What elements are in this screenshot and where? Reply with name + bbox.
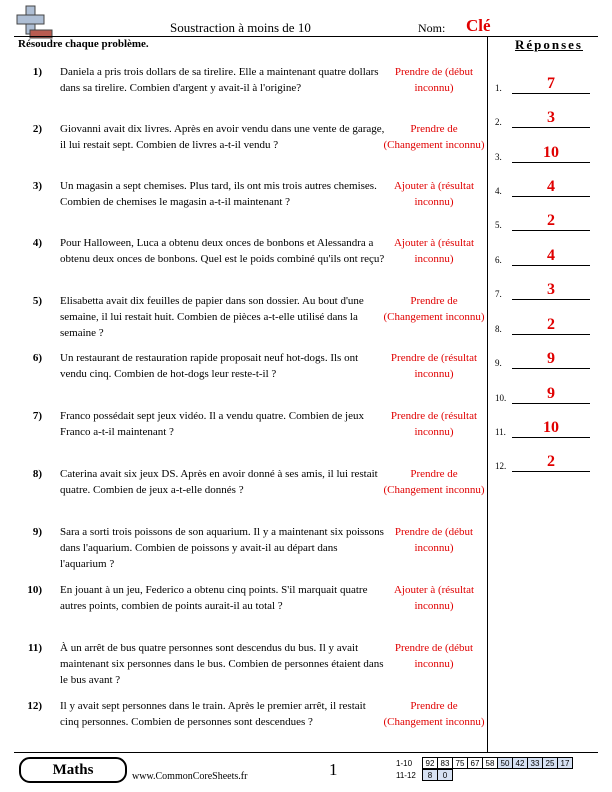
answer-value: 4	[547, 247, 555, 264]
answer-value: 9	[547, 385, 555, 402]
worksheet-title: Soustraction à moins de 10	[170, 20, 311, 35]
answer-label: 2.	[495, 117, 502, 127]
answer-value: 10	[543, 144, 559, 161]
answer-label: 10.	[495, 393, 507, 403]
score-cell: 92	[423, 758, 438, 769]
score-cell: 33	[528, 758, 543, 769]
score-cell: 0	[438, 770, 453, 781]
instructions: Résoudre chaque problème.	[18, 38, 149, 50]
problem-text: Giovanni avait dix livres. Après en avoir vendu dans une vente de garage, il lui restait sept. Combien de livres a-t-il vendu ?	[60, 123, 385, 151]
problem-type: Prendre de (résultat inconnu)	[390, 352, 478, 380]
problem-text: À un arrêt de bus quatre personnes sont descendus du bus. Il y avait maintenant six personnes dans le bus. Combien de personnes étaient dans le bus avant ?	[60, 642, 384, 686]
answer-value: 9	[547, 350, 555, 367]
answer-slot	[494, 175, 602, 197]
problem-number: 1)	[32, 66, 42, 78]
problem-text: Un magasin a sept chemises. Plus tard, ils ont mis trois autres chemises. Combien de chemises le magasin a-t-il maintenant ?	[60, 180, 377, 208]
problem-type: Ajouter à (résultat inconnu)	[393, 180, 475, 208]
answer-slot	[494, 244, 602, 266]
answers-heading: Réponses	[514, 37, 583, 52]
problem-text: En jouant à un jeu, Federico a obtenu cinq points. S'il marquait quatre autres points, combien de points aurait-il au total ?	[60, 584, 368, 612]
problem-type: Prendre de (début inconnu)	[394, 66, 474, 94]
problem-type: Ajouter à (résultat inconnu)	[393, 237, 475, 265]
name-value: Clé	[466, 16, 491, 35]
answer-label: 8.	[495, 324, 502, 334]
answer-slot	[494, 347, 602, 369]
answer-column-divider	[487, 37, 488, 752]
problem-type: Prendre de (début inconnu)	[394, 526, 474, 554]
answer-value: 7	[547, 75, 555, 92]
score-cell: 83	[438, 758, 453, 769]
problem-number: 5)	[32, 295, 42, 307]
problem-text: Franco possédait sept jeux vidéo. Il a vendu quatre. Combien de jeux Franco a-t-il maintenant ?	[60, 410, 364, 438]
page-number: 1	[329, 760, 338, 779]
answer-value: 4	[547, 178, 555, 195]
score-cell: 17	[558, 758, 573, 769]
problem-type: Prendre de (Changement inconnu)	[383, 468, 485, 496]
answer-label: 7.	[495, 289, 502, 299]
answer-label: 9.	[495, 358, 502, 368]
answer-label: 12.	[495, 461, 507, 471]
score-cell: 42	[513, 758, 528, 769]
problem-text: Elisabetta avait dix feuilles de papier dans son dossier. Au bout d'une semaine, il lui restait huit. Combien de pièces a-t-elle utilisé dans la semaine ?	[60, 295, 364, 339]
answer-label: 4.	[495, 186, 502, 196]
problem-text: Caterina avait six jeux DS. Après en avoir donné à ses amis, il lui restait quatre. Combien de jeux a-t-elle donnés ?	[60, 468, 378, 496]
answer-value: 3	[547, 109, 555, 126]
plus-minus-icon	[14, 4, 54, 40]
problem-type: Ajouter à (résultat inconnu)	[393, 584, 475, 612]
problem-text: Daniela a pris trois dollars de sa tirelire. Elle a maintenant quatre dollars dans sa tirelire. Combien d'argent y avait-il à l'origine?	[60, 66, 379, 94]
subject-badge: Maths	[19, 757, 127, 783]
answer-label: 1.	[495, 83, 502, 93]
score-cell: 67	[468, 758, 483, 769]
problem-number: 8)	[32, 468, 42, 480]
problem-number: 12)	[27, 700, 42, 712]
site-url: www.CommonCoreSheets.fr	[132, 771, 248, 782]
answer-slot	[494, 382, 602, 404]
score-table-row-1	[396, 757, 573, 769]
problem-text: Pour Halloween, Luca a obtenu deux onces de bonbons et Alessandra a obtenu deux onces de bonbons. Quel est le poids combiné qu'ils ont reçu?	[60, 237, 385, 265]
answer-value: 3	[547, 281, 555, 298]
score-cell: 75	[453, 758, 468, 769]
answer-label: 6.	[495, 255, 502, 265]
score-row-label: 11-12	[396, 770, 416, 780]
score-table-row-2	[396, 769, 453, 781]
problem-type: Prendre de (Changement inconnu)	[383, 700, 485, 728]
problem-number: 6)	[32, 352, 42, 364]
problem-text: Un restaurant de restauration rapide proposait neuf hot-dogs. Ils ont vendu cinq. Combien de hot-dogs leur reste-t-il ?	[60, 352, 359, 380]
answer-label: 3.	[495, 152, 502, 162]
score-cell: 8	[423, 770, 438, 781]
answer-slot	[494, 416, 602, 438]
score-cell: 58	[483, 758, 498, 769]
problem-number: 4)	[32, 237, 42, 249]
score-cell: 25	[543, 758, 558, 769]
answer-slot	[494, 450, 602, 472]
answer-slot	[494, 313, 602, 335]
answer-slot	[494, 141, 602, 163]
problem-number: 11)	[27, 642, 42, 654]
answer-slot	[494, 209, 602, 231]
answer-slot	[494, 278, 602, 300]
problem-text: Sara a sorti trois poissons de son aquarium. Il y a maintenant six poissons dans l'aquarium. Combien de poissons y avait-il au départ dans l'aquarium ?	[60, 526, 384, 570]
problem-text: Il y avait sept personnes dans le train. Après le premier arrêt, il restait cinq personnes. Combien de personnes sont descendues ?	[60, 700, 366, 728]
problem-number: 10)	[27, 584, 42, 596]
footer-divider	[14, 752, 598, 753]
problem-number: 7)	[32, 410, 42, 422]
answer-slot	[494, 106, 602, 128]
name-label: Nom:	[418, 21, 446, 35]
answer-slot	[494, 72, 602, 94]
score-cell: 50	[498, 758, 513, 769]
answer-label: 5.	[495, 220, 502, 230]
score-row-label: 1-10	[396, 758, 413, 768]
answer-label: 11.	[495, 427, 506, 437]
problem-type: Prendre de (Changement inconnu)	[383, 295, 485, 323]
answer-value: 2	[547, 212, 555, 229]
problem-type: Prendre de (résultat inconnu)	[390, 410, 478, 438]
problem-number: 9)	[32, 526, 42, 538]
problem-number: 2)	[32, 123, 42, 135]
answer-value: 2	[547, 453, 555, 470]
problem-type: Prendre de (Changement inconnu)	[383, 123, 485, 151]
problem-type: Prendre de (début inconnu)	[394, 642, 474, 670]
answer-value: 2	[547, 316, 555, 333]
problem-number: 3)	[32, 180, 42, 192]
answer-value: 10	[543, 419, 559, 436]
